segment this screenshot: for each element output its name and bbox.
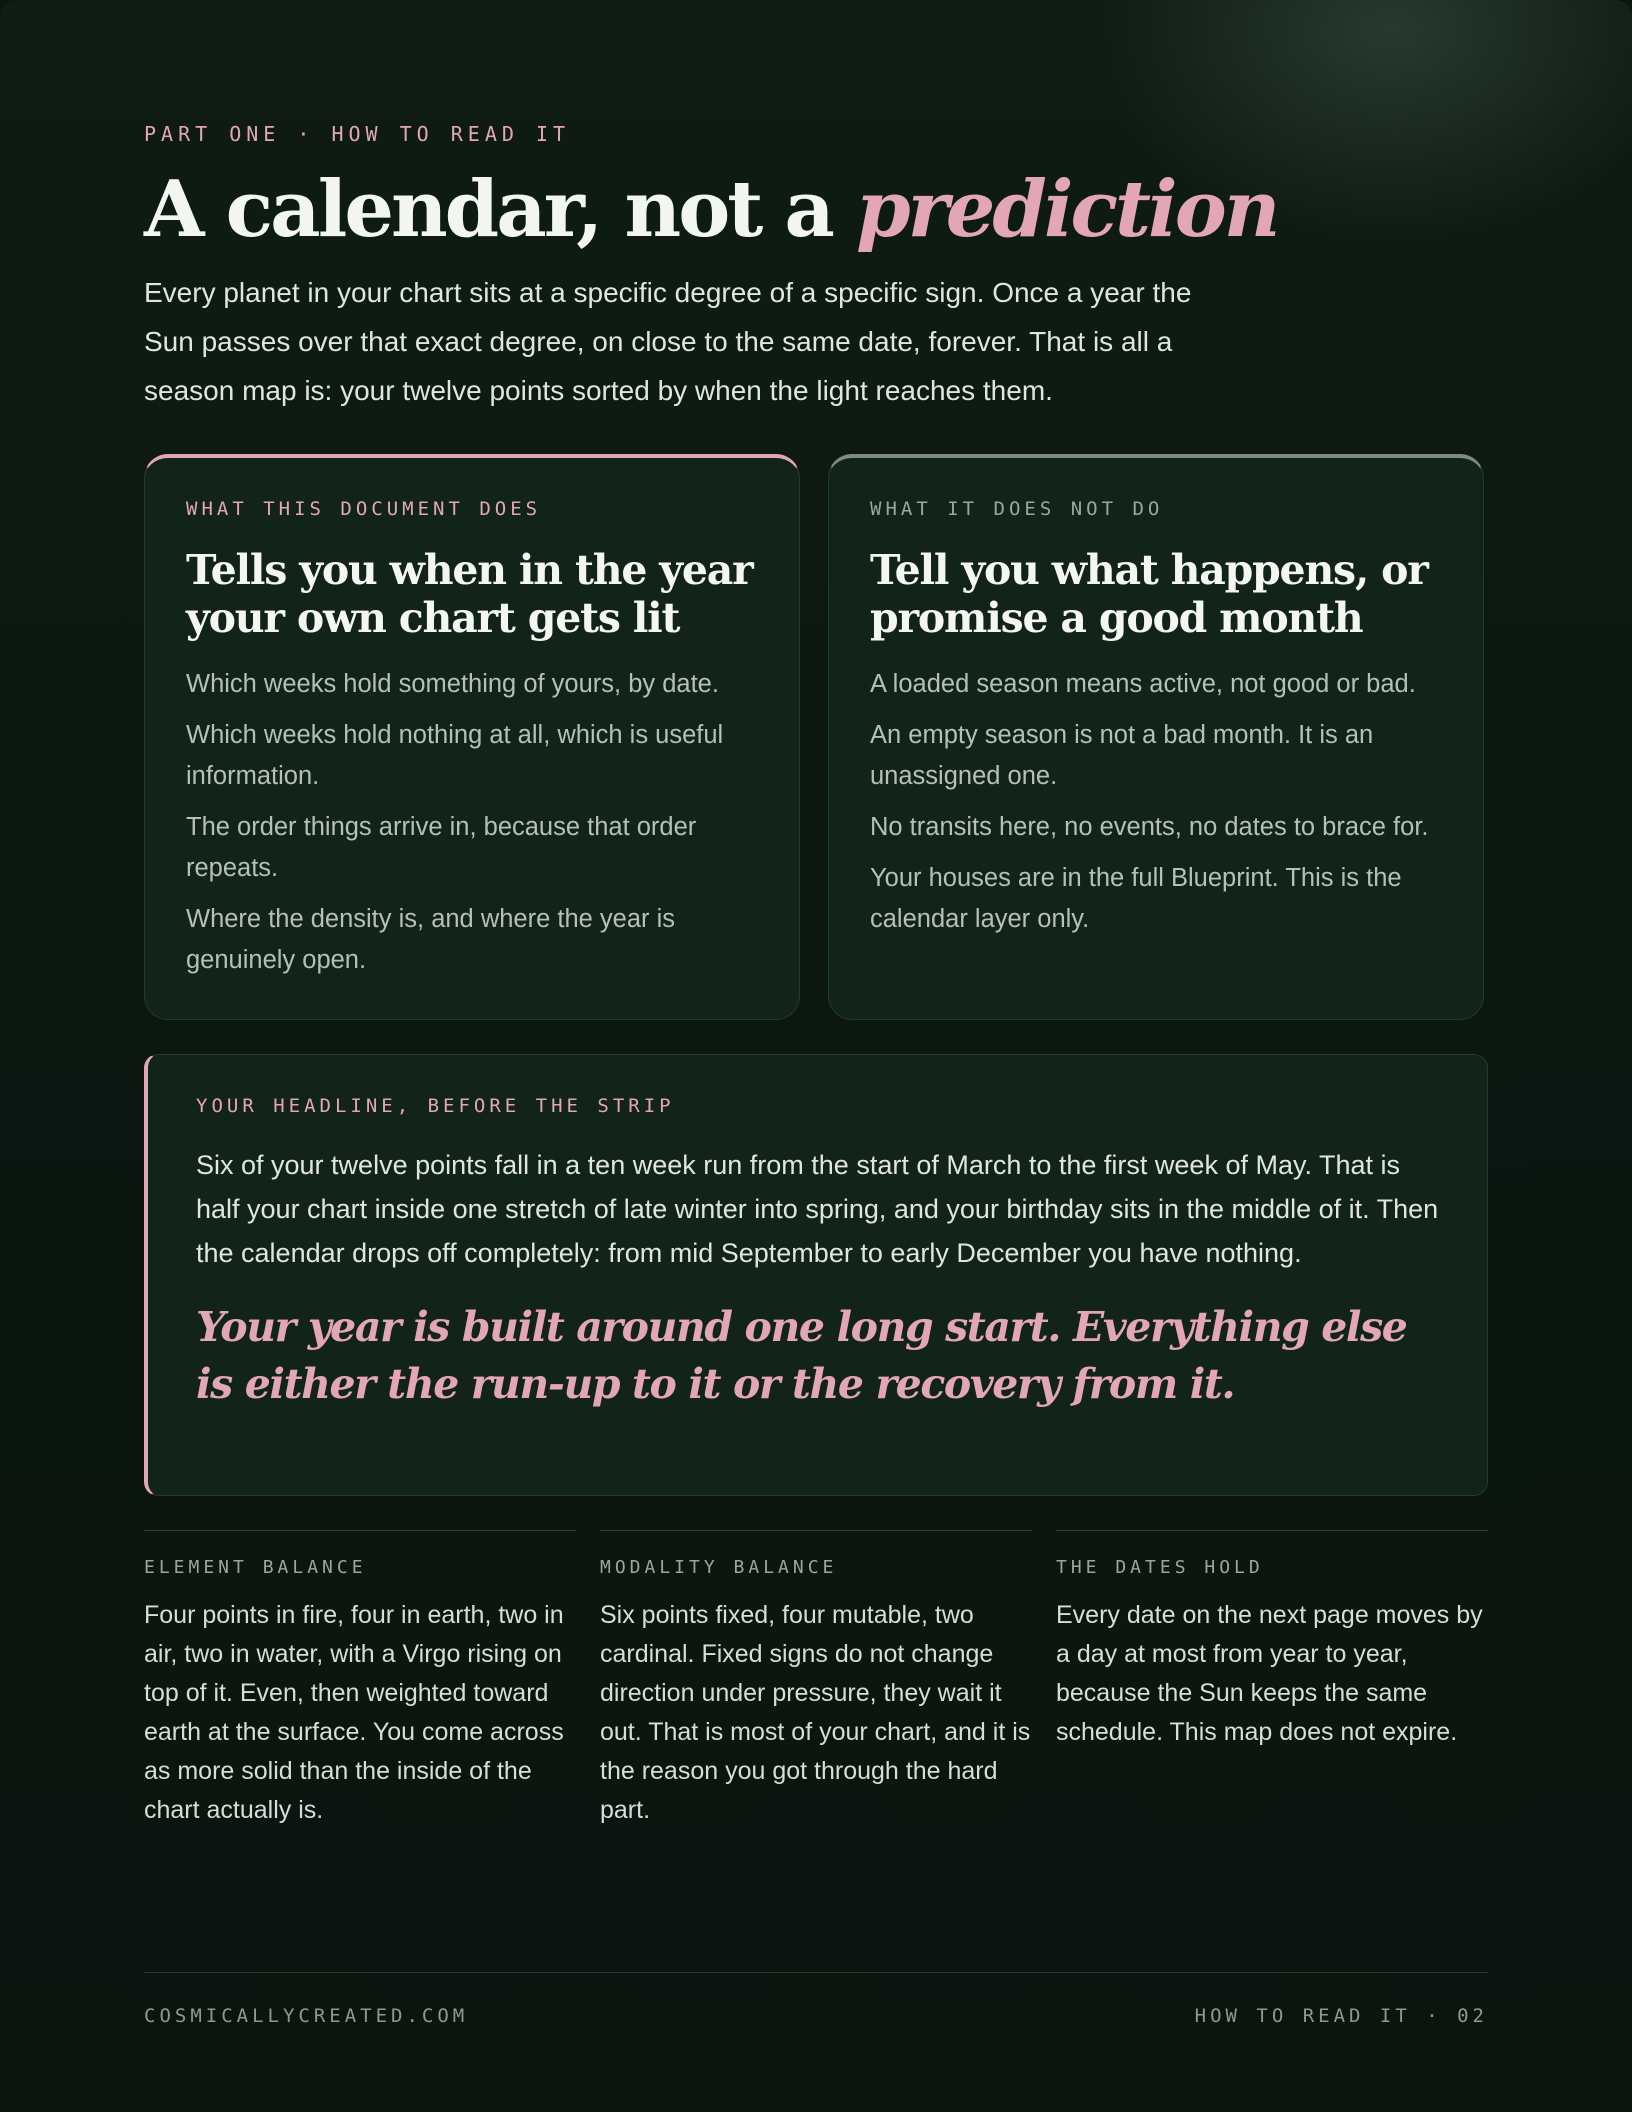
column-modality-balance	[600, 1530, 1032, 1830]
page-footer	[144, 1972, 1488, 2027]
list-item: Where the density is, and where the year is genuinely open.	[186, 905, 675, 974]
headline-quote: Your year is built around one long start. Everything else is either the run-up to it or the recovery from it.	[196, 1303, 1407, 1408]
card-list	[870, 664, 1443, 940]
card-title: Tell you what happens, or promise a good month	[870, 546, 1428, 642]
intro-paragraph: Every planet in your chart sits at a specific degree of a specific sign. Once a year the Sun passes over that exact degree, on close to the same date, forever. That is all a season map is: your twelve points sorted by when the light reaches them.	[144, 277, 1192, 406]
list-item: No transits here, no events, no dates to brace for.	[870, 813, 1429, 841]
column-label: MODALITY BALANCE	[600, 1557, 838, 1578]
title-main: A calendar, not a	[144, 164, 857, 255]
page-title	[144, 160, 1277, 260]
column-element-balance	[144, 1530, 576, 1830]
card-title: Tells you when in the year your own chart gets lit	[186, 546, 753, 642]
list-item: Which weeks hold nothing at all, which is useful information.	[186, 721, 724, 790]
card-list	[186, 664, 759, 981]
title-accent: prediction	[856, 164, 1278, 255]
list-item: An empty season is not a bad month. It is an unassigned one.	[870, 721, 1374, 790]
card-what-it-does-not	[828, 454, 1484, 1020]
card-what-it-does	[144, 454, 800, 1020]
headline-label: YOUR HEADLINE, BEFORE THE STRIP	[196, 1095, 675, 1117]
card-label: WHAT IT DOES NOT DO	[870, 498, 1164, 520]
list-item: A loaded season means active, not good or bad.	[870, 670, 1416, 698]
footer-site: COSMICALLYCREATED.COM	[144, 2005, 469, 2027]
column-label: ELEMENT BALANCE	[144, 1557, 367, 1578]
column-text: Six points fixed, four mutable, two cardinal. Fixed signs do not change direction under pressure, they wait it out. That is most of your chart, and it is the reason you got through the hard part.	[600, 1601, 1031, 1824]
part-label: PART ONE · HOW TO READ IT	[144, 122, 571, 146]
headline-body: Six of your twelve points fall in a ten week run from the start of March to the first week of May. That is half your chart inside one stretch of late winter into spring, and your birthday sits in the middle of it. Then the calendar drops off completely: from mid September to early December you have nothing.	[196, 1150, 1439, 1268]
list-item: Your houses are in the full Blueprint. This is the calendar layer only.	[870, 864, 1402, 933]
column-text: Four points in fire, four in earth, two in air, two in water, with a Virgo rising on top of it. Even, then weighted toward earth at the surface. You come across as more solid than the inside of the chart actually is.	[144, 1601, 564, 1824]
column-label: THE DATES HOLD	[1056, 1557, 1264, 1578]
card-label: WHAT THIS DOCUMENT DOES	[186, 498, 542, 520]
footer-page-label: HOW TO READ IT · 02	[1194, 2005, 1488, 2027]
balance-columns	[144, 1530, 1488, 1830]
headline-callout	[144, 1054, 1488, 1496]
list-item: Which weeks hold something of yours, by date.	[186, 670, 719, 698]
column-dates-hold	[1056, 1530, 1488, 1830]
column-text: Every date on the next page moves by a day at most from year to year, because the Sun keeps the same schedule. This map does not expire.	[1056, 1601, 1483, 1746]
list-item: The order things arrive in, because that order repeats.	[186, 813, 697, 882]
